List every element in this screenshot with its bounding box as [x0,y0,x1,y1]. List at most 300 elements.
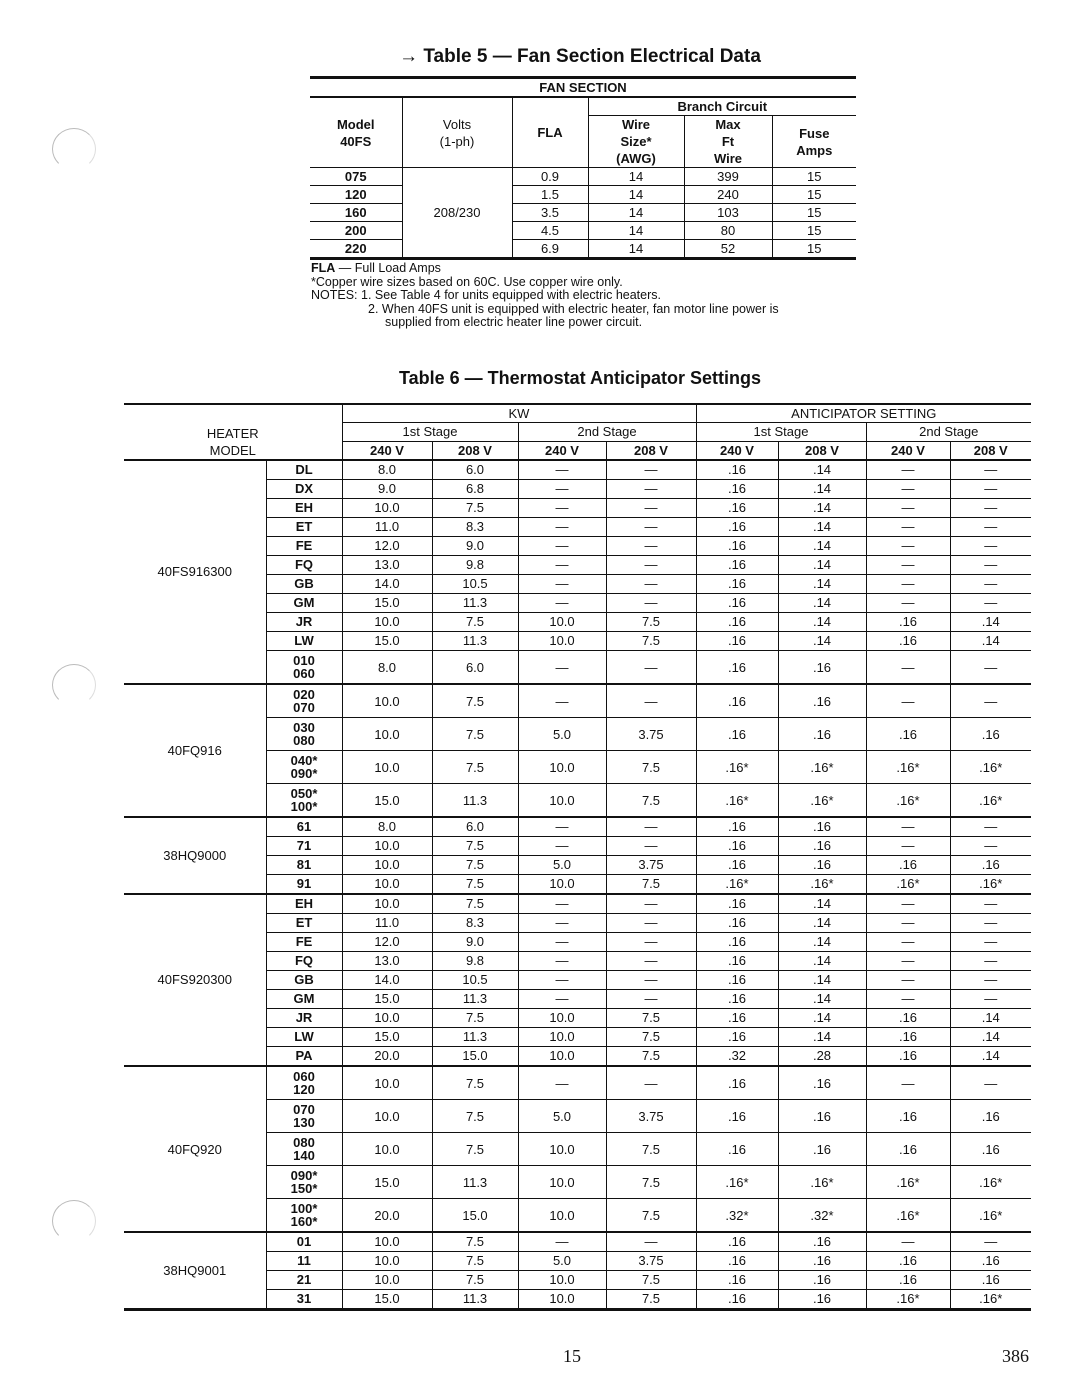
kw1-240v-cell: 10.0 [342,1232,432,1252]
ant1-208v-cell: .16 [778,1100,866,1133]
ant1-208v-cell: .16* [778,1166,866,1199]
kw2-208v-cell: — [606,990,696,1009]
heater-submodel [266,1252,342,1271]
ant2-208v-cell: .16* [950,1199,1031,1233]
ant1-240v-cell: .16 [696,1009,778,1028]
ant1-240v-cell: .16 [696,651,778,685]
submodel-code: 100* [290,1201,318,1216]
kw1-240v-cell: 10.0 [342,718,432,751]
model-cell: 075 [310,168,402,186]
kw2-208v-cell: 3.75 [606,1252,696,1271]
kw1-240v-header: 240 V [342,441,432,460]
kw1-240v-cell: 8.0 [342,817,432,837]
kw1-208v-cell: 10.5 [432,575,518,594]
submodel-code: 81 [296,857,312,872]
submodel-code: 020 [293,687,315,702]
kw1-208v-cell: 6.0 [432,651,518,685]
ant2-208v-cell: — [950,537,1031,556]
kw1-240v-cell: 12.0 [342,933,432,952]
kw1-240v-cell: 15.0 [342,990,432,1009]
ant1-208v-cell: .14 [778,613,866,632]
kw2-240v-cell: — [518,537,606,556]
kw2-240v-cell: — [518,837,606,856]
ant2-208v-cell: — [950,684,1031,718]
kw1-208v-cell: 11.3 [432,1028,518,1047]
ant1-240v-cell: .16 [696,556,778,575]
ant1-208v-cell: .14 [778,480,866,499]
ant1-240v-cell: .16 [696,856,778,875]
heater-submodel [266,575,342,594]
ant1-208v-cell: .16 [778,1232,866,1252]
ant2-240v-cell: .16* [866,1199,950,1233]
submodel-code: DX [294,481,314,496]
ant2-240v-cell: .16 [866,1028,950,1047]
kw1-208v-cell: 7.5 [432,837,518,856]
kw1-208v-cell: 7.5 [432,1252,518,1271]
ant1-208v-cell: .16 [778,718,866,751]
submodel-code: LW [294,1029,314,1044]
heater-submodel [266,1133,342,1166]
ant2-208v-cell: — [950,518,1031,537]
heater-model-group: 40FQ920 [124,1066,266,1232]
ant2-208v-cell: — [950,480,1031,499]
submodel-code: 01 [296,1234,312,1249]
submodel-code: FQ [294,953,314,968]
kw2-208v-cell: — [606,817,696,837]
heater-submodel [266,632,342,651]
ant1-208v-cell: .16 [778,1066,866,1100]
page-number: 15 [563,1346,581,1366]
fan-section-electrical-table [310,76,856,260]
kw1-240v-cell: 10.0 [342,1066,432,1100]
kw2-240v-cell: — [518,933,606,952]
ant2-208v-cell: — [950,1232,1031,1252]
ant2-240v-cell: .16 [866,1100,950,1133]
fla-abbr: FLA [311,261,336,275]
kw2-240v-cell: — [518,518,606,537]
ant1-208v-cell: .16 [778,1271,866,1290]
heater-submodel [266,1290,342,1310]
heater-submodel [266,971,342,990]
fla-cell: 4.5 [512,222,588,240]
kw2-240v-header: 240 V [518,441,606,460]
heater-submodel [266,594,342,613]
ant2-240v-cell: — [866,817,950,837]
submodel-code: 050* [290,786,318,801]
heater-submodel [266,894,342,914]
ant1-240v-cell: .16 [696,499,778,518]
wire-size-cell: 14 [588,168,684,186]
kw2-240v-cell: — [518,1232,606,1252]
kw1-208v-cell: 7.5 [432,1271,518,1290]
ant2-208v-cell: .16 [950,1133,1031,1166]
kw1-240v-cell: 15.0 [342,1290,432,1310]
ant1-240v-cell: .16 [696,933,778,952]
ant2-240v-cell: — [866,518,950,537]
ant2-208v-cell: .16* [950,1290,1031,1310]
kw2-208v-cell: — [606,1066,696,1100]
heater-model-group: 40FS916300 [124,460,266,684]
heater-submodel [266,613,342,632]
ant2-240v-cell: .16* [866,875,950,895]
heater-submodel [266,751,342,784]
ant1-240v-cell: .16 [696,575,778,594]
ant2-208v-cell: .14 [950,1028,1031,1047]
kw2-208v-cell: 7.5 [606,1133,696,1166]
ant2-208v-cell: .14 [950,632,1031,651]
ant2-240v-cell: .16* [866,784,950,818]
kw2-240v-cell: 10.0 [518,1199,606,1233]
submodel-code: DL [295,462,313,477]
ant2-240v-cell: — [866,480,950,499]
kw2-208v-cell: 7.5 [606,1199,696,1233]
heater-submodel [266,1009,342,1028]
kw2-240v-cell: 10.0 [518,1271,606,1290]
heater-submodel [266,537,342,556]
ant2-240v-cell: — [866,684,950,718]
max-ft-cell: 103 [684,204,772,222]
kw2-240v-cell: 10.0 [518,1009,606,1028]
ant1-208v-cell: .14 [778,518,866,537]
kw1-208v-cell: 7.5 [432,1133,518,1166]
kw2-240v-cell: — [518,894,606,914]
ant2-240v-cell: — [866,499,950,518]
kw2-208v-cell: — [606,518,696,537]
kw2-240v-cell: — [518,480,606,499]
ant1-240v-cell: .16* [696,751,778,784]
kw1-208v-cell: 15.0 [432,1047,518,1067]
submodel-code: ET [295,519,313,534]
col-header-heater-model: HEATER MODEL [124,404,342,460]
kw2-240v-cell: 5.0 [518,718,606,751]
submodel-code: GM [293,991,315,1006]
ant2-240v-cell: — [866,837,950,856]
kw2-240v-cell: 10.0 [518,613,606,632]
ant1-240v-cell: .16 [696,1252,778,1271]
kw1-240v-cell: 9.0 [342,480,432,499]
kw2-208v-cell: — [606,684,696,718]
heater-submodel [266,990,342,1009]
table-row [310,204,856,222]
ant2-240v-cell: — [866,952,950,971]
ant1-208v-cell: .14 [778,952,866,971]
kw-stage2-header: 2nd Stage [518,423,696,441]
submodel-code: EH [294,500,314,515]
ant1-208v-header: 208 V [778,441,866,460]
kw1-208v-cell: 7.5 [432,751,518,784]
ant2-240v-cell: .16* [866,1290,950,1310]
ant2-208v-cell: — [950,460,1031,480]
kw1-240v-cell: 15.0 [342,1166,432,1199]
submodel-code: 030 [293,720,315,735]
kw1-208v-cell: 7.5 [432,613,518,632]
submodel-code: 150* [290,1181,318,1196]
kw2-208v-cell: 7.5 [606,1047,696,1067]
kw1-240v-cell: 15.0 [342,1028,432,1047]
heater-submodel [266,875,342,895]
kw1-240v-cell: 10.0 [342,1252,432,1271]
kw-header: KW [342,404,696,423]
fuse-amps-cell: 15 [772,186,856,204]
heater-submodel [266,914,342,933]
max-ft-cell: 240 [684,186,772,204]
kw2-208v-cell: — [606,914,696,933]
heater-submodel [266,718,342,751]
ant1-208v-cell: .16 [778,651,866,685]
kw1-240v-cell: 15.0 [342,784,432,818]
kw2-240v-cell: — [518,594,606,613]
ant2-208v-cell: — [950,914,1031,933]
heater-submodel [266,933,342,952]
col-header-volts: Volts (1-ph) [402,97,512,168]
heater-submodel [266,480,342,499]
kw1-240v-cell: 10.0 [342,875,432,895]
kw1-208v-cell: 6.0 [432,817,518,837]
kw1-208v-cell: 11.3 [432,1166,518,1199]
heater-submodel [266,817,342,837]
kw2-240v-cell: — [518,817,606,837]
ant1-240v-cell: .16 [696,537,778,556]
fla-cell: 0.9 [512,168,588,186]
kw2-208v-cell: 7.5 [606,1271,696,1290]
kw1-208v-cell: 7.5 [432,684,518,718]
kw1-208v-cell: 11.3 [432,784,518,818]
volts-cell: 208/230 [402,168,512,259]
fla-cell: 3.5 [512,204,588,222]
max-ft-cell: 399 [684,168,772,186]
heater-submodel [266,684,342,718]
kw1-240v-cell: 15.0 [342,632,432,651]
kw2-208v-header: 208 V [606,441,696,460]
fla-definition: — Full Load Amps [335,261,441,275]
ant1-240v-cell: .16 [696,1133,778,1166]
ant2-240v-cell: .16 [866,1009,950,1028]
table5-notes [311,262,779,330]
ant2-208v-cell: .16* [950,1166,1031,1199]
kw2-240v-cell: — [518,556,606,575]
ant1-208v-cell: .16 [778,1133,866,1166]
ant1-240v-cell: .16 [696,1066,778,1100]
ant1-208v-cell: .14 [778,990,866,1009]
heater-submodel [266,952,342,971]
kw2-208v-cell: 7.5 [606,784,696,818]
table-row [310,240,856,259]
kw2-208v-cell: 7.5 [606,632,696,651]
heater-submodel [266,856,342,875]
ant2-240v-cell: — [866,460,950,480]
kw2-208v-cell: — [606,952,696,971]
kw1-208v-cell: 7.5 [432,875,518,895]
ant2-240v-cell: — [866,1232,950,1252]
col-header-model: Model 40FS [310,97,402,168]
col-header-fuse: Fuse Amps [772,116,856,168]
ant1-240v-header: 240 V [696,441,778,460]
kw-stage1-header: 1st Stage [342,423,518,441]
kw1-240v-cell: 10.0 [342,837,432,856]
kw2-240v-cell: — [518,971,606,990]
document-number: 386 [1002,1346,1029,1366]
kw1-240v-cell: 10.0 [342,613,432,632]
table-row [310,186,856,204]
submodel-code: FE [295,538,313,553]
ant1-240v-cell: .16 [696,952,778,971]
punch-hole-mark [52,1200,96,1242]
submodel-code: ET [295,915,313,930]
submodel-code: JR [295,1010,313,1025]
kw2-208v-cell: — [606,480,696,499]
ant1-208v-cell: .14 [778,556,866,575]
kw1-240v-cell: 15.0 [342,594,432,613]
submodel-code: FE [295,934,313,949]
ant1-208v-cell: .14 [778,914,866,933]
fan-section-header: FAN SECTION [310,78,856,98]
ant2-208v-cell: — [950,575,1031,594]
ant2-208v-header: 208 V [950,441,1031,460]
kw2-208v-cell: — [606,1232,696,1252]
kw1-208v-cell: 9.8 [432,556,518,575]
ant2-208v-cell: — [950,894,1031,914]
ant1-240v-cell: .16 [696,894,778,914]
heater-submodel [266,1047,342,1067]
ant2-240v-cell: .16* [866,1166,950,1199]
model-cell: 120 [310,186,402,204]
ant2-208v-cell: .16 [950,1100,1031,1133]
heater-model-group: 38HQ9001 [124,1232,266,1310]
kw1-208v-cell: 11.3 [432,594,518,613]
kw2-208v-cell: — [606,837,696,856]
heater-submodel [266,556,342,575]
fuse-amps-cell: 15 [772,204,856,222]
ant2-240v-cell: — [866,1066,950,1100]
kw1-208v-cell: 7.5 [432,1009,518,1028]
submodel-code: 070 [293,1102,315,1117]
kw2-240v-cell: 10.0 [518,875,606,895]
submodel-code: 080 [293,1135,315,1150]
submodel-code: 31 [296,1291,312,1306]
ant1-240v-cell: .16 [696,1290,778,1310]
ant2-240v-cell: — [866,556,950,575]
ant1-240v-cell: .16 [696,684,778,718]
ant2-208v-cell: — [950,1066,1031,1100]
wire-size-cell: 14 [588,186,684,204]
ant2-240v-cell: — [866,894,950,914]
ant1-240v-cell: .16* [696,1166,778,1199]
ant2-208v-cell: — [950,594,1031,613]
ant2-240v-cell: .16 [866,1252,950,1271]
kw2-208v-cell: — [606,933,696,952]
kw2-208v-cell: 7.5 [606,1290,696,1310]
submodel-code: 91 [296,876,312,891]
ant1-240v-cell: .32* [696,1199,778,1233]
table-row [124,1232,1031,1252]
table-row [124,894,1031,914]
kw1-208v-cell: 11.3 [432,990,518,1009]
kw1-240v-cell: 10.0 [342,684,432,718]
kw2-240v-cell: — [518,952,606,971]
submodel-code: JR [295,614,313,629]
kw1-240v-cell: 8.0 [342,651,432,685]
thermostat-anticipator-table [124,403,1031,1311]
ant2-208v-cell: .14 [950,1009,1031,1028]
kw2-240v-cell: — [518,990,606,1009]
table-row [310,222,856,240]
ant2-208v-cell: — [950,837,1031,856]
ant1-240v-cell: .16* [696,875,778,895]
kw1-240v-cell: 10.0 [342,1133,432,1166]
kw2-208v-cell: — [606,460,696,480]
table-row [124,684,1031,718]
fuse-amps-cell: 15 [772,168,856,186]
kw1-208v-cell: 6.0 [432,460,518,480]
kw1-240v-cell: 10.0 [342,1100,432,1133]
ant1-208v-cell: .14 [778,933,866,952]
ant2-240v-cell: .16 [866,632,950,651]
kw2-240v-cell: — [518,575,606,594]
ant1-208v-cell: .14 [778,1028,866,1047]
heater-submodel [266,1066,342,1100]
table-row [124,460,1031,480]
ant2-240v-cell: .16 [866,856,950,875]
max-ft-cell: 52 [684,240,772,259]
ant2-208v-cell: — [950,933,1031,952]
ant2-240v-cell: .16 [866,1133,950,1166]
note-1: 1. See Table 4 for units equipped with electric heaters. [361,288,661,302]
ant2-208v-cell: — [950,556,1031,575]
heater-submodel [266,1166,342,1199]
punch-hole-mark [52,128,96,170]
ant1-208v-cell: .16 [778,1290,866,1310]
ant1-208v-cell: .14 [778,1009,866,1028]
ant1-208v-cell: .16 [778,684,866,718]
submodel-code: 11 [297,1253,311,1268]
kw1-208v-cell: 7.5 [432,856,518,875]
ant2-240v-cell: — [866,537,950,556]
kw1-208v-cell: 11.3 [432,632,518,651]
ant1-208v-cell: .14 [778,971,866,990]
heater-submodel [266,1028,342,1047]
note-2: 2. When 40FS unit is equipped with electric heater, fan motor line power is [368,301,779,316]
kw2-208v-cell: 7.5 [606,613,696,632]
submodel-code: 130 [293,1115,315,1130]
ant2-240v-header: 240 V [866,441,950,460]
ant2-240v-cell: — [866,575,950,594]
fla-cell: 6.9 [512,240,588,259]
max-ft-cell: 80 [684,222,772,240]
fla-cell: 1.5 [512,186,588,204]
note-2-cont: supplied from electric heater line power circuit. [385,315,643,329]
ant2-240v-cell: — [866,990,950,1009]
kw2-240v-cell: 10.0 [518,632,606,651]
wire-size-cell: 14 [588,222,684,240]
submodel-code: 71 [296,838,312,853]
kw2-240v-cell: — [518,684,606,718]
ant1-240v-cell: .16 [696,971,778,990]
heater-model-group: 38HQ9000 [124,817,266,894]
ant2-208v-cell: .16* [950,784,1031,818]
kw2-240v-cell: 10.0 [518,1133,606,1166]
kw2-208v-cell: — [606,651,696,685]
ant1-208v-cell: .16 [778,1252,866,1271]
kw2-240v-cell: — [518,651,606,685]
ant1-240v-cell: .16 [696,990,778,1009]
ant1-240v-cell: .16 [696,460,778,480]
ant1-208v-cell: .14 [778,594,866,613]
col-header-fla: FLA [512,97,588,168]
kw1-208v-cell: 7.5 [432,894,518,914]
ant1-208v-cell: .14 [778,575,866,594]
ant2-208v-cell: .14 [950,613,1031,632]
kw1-240v-cell: 10.0 [342,1271,432,1290]
